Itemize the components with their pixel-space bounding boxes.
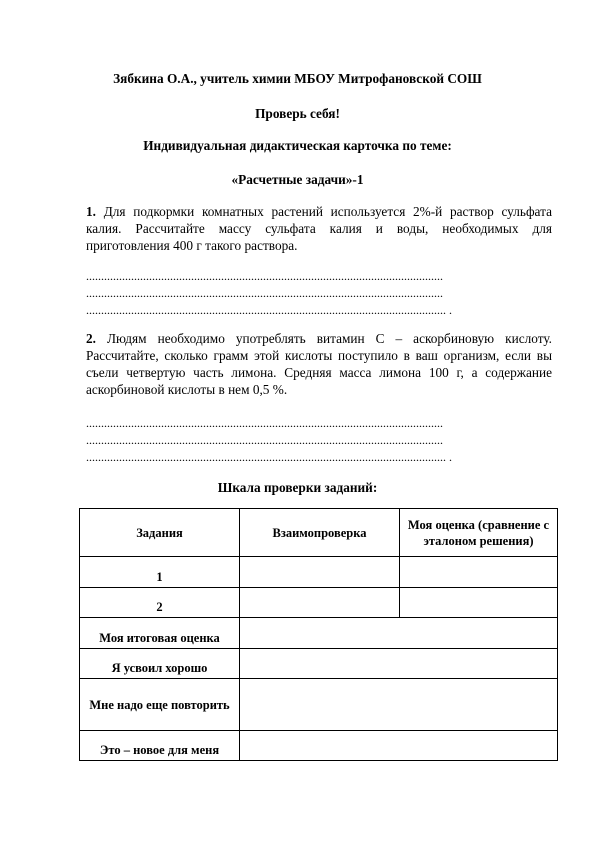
summary-answer-cell[interactable] bbox=[240, 731, 558, 761]
header-peer-review: Взаимопроверка bbox=[240, 509, 400, 557]
answer-line: ....................................................................................................................... bbox=[86, 416, 443, 430]
table-row bbox=[80, 649, 558, 679]
answer-line: ........................................................................................................................ . bbox=[86, 303, 452, 317]
summary-answer-cell[interactable] bbox=[240, 618, 558, 649]
card-title: Индивидуальная дидактическая карточка по теме: bbox=[143, 138, 452, 153]
header-tasks: Задания bbox=[80, 509, 240, 557]
check-scale-table bbox=[79, 508, 558, 761]
summary-label-cell: Это – новое для меня bbox=[80, 731, 240, 761]
task-2-number: 2. bbox=[86, 331, 96, 346]
summary-label-cell: Моя итоговая оценка bbox=[80, 618, 240, 649]
table-header-row bbox=[80, 509, 558, 557]
table-row bbox=[80, 679, 558, 731]
author-line: Зябкина О.А., учитель химии МБОУ Митрофановской СОШ bbox=[113, 71, 482, 86]
peer-review-cell[interactable] bbox=[240, 557, 400, 588]
table-row bbox=[80, 588, 558, 618]
summary-answer-cell[interactable] bbox=[240, 679, 558, 731]
summary-label-cell: Мне надо еще повторить bbox=[80, 679, 240, 731]
table-row bbox=[80, 618, 558, 649]
summary-label-cell: Я усвоил хорошо bbox=[80, 649, 240, 679]
task-1 bbox=[86, 203, 552, 254]
answer-line: ........................................................................................................................ . bbox=[86, 450, 452, 464]
self-assessment-cell[interactable] bbox=[400, 557, 558, 588]
check-yourself-heading: Проверь себя! bbox=[255, 106, 340, 121]
task-1-number: 1. bbox=[86, 204, 96, 219]
answer-line: ....................................................................................................................... bbox=[86, 433, 443, 447]
task-2 bbox=[86, 330, 552, 398]
task-number-cell: 1 bbox=[80, 557, 240, 588]
answer-line: ....................................................................................................................... bbox=[86, 286, 443, 300]
topic-title: «Расчетные задачи»-1 bbox=[231, 172, 364, 187]
table-row bbox=[80, 731, 558, 761]
task-number-cell: 2 bbox=[80, 588, 240, 618]
answer-line: ....................................................................................................................... bbox=[86, 269, 443, 283]
table-row bbox=[80, 557, 558, 588]
task-2-text: Людям необходимо употреблять витамин С – аскорбиновую кислоту. Рассчитайте, сколько грамм этой кислоты поступило в ваш организм, если вы съели четвертую часть лимона. Средняя масса лимона 100 г, а содержание аскорбиновой кислоты в нем 0,5 %. bbox=[86, 331, 552, 397]
summary-answer-cell[interactable] bbox=[240, 649, 558, 679]
header-self-assessment: Моя оценка (сравнение с эталоном решения) bbox=[400, 509, 558, 557]
peer-review-cell[interactable] bbox=[240, 588, 400, 618]
scale-title: Шкала проверки заданий: bbox=[217, 480, 378, 495]
task-1-text: Для подкормки комнатных растений используется 2%-й раствор сульфата калия. Рассчитайте массу сульфата калия и воды, необходимых для приготовления 400 г такого раствора. bbox=[86, 204, 552, 253]
self-assessment-cell[interactable] bbox=[400, 588, 558, 618]
